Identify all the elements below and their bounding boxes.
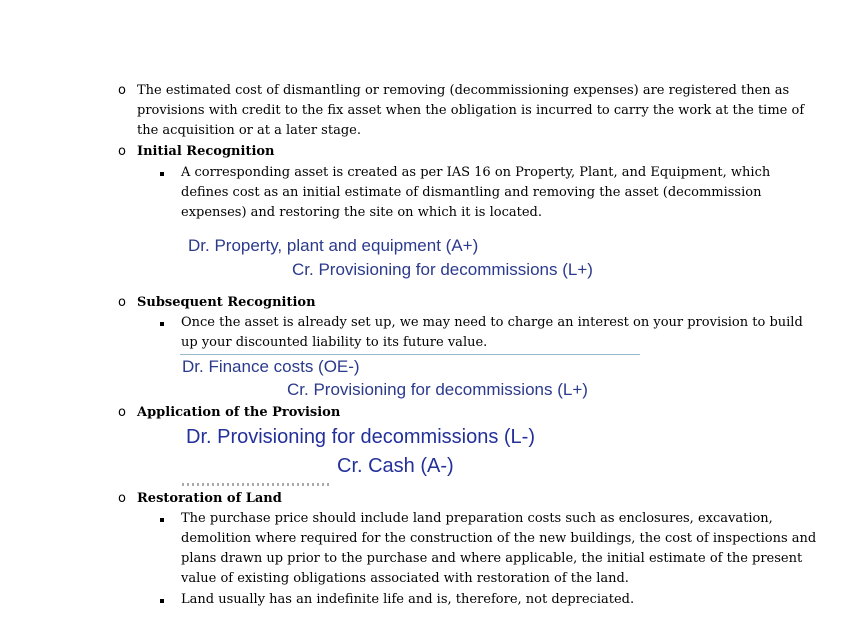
restoration-line-2: demolition where required for the construction of the new buildings, the cost of inspections and: [181, 531, 817, 546]
journal-credit-provision: Cr. Provisioning for decommissions (L+): [292, 260, 593, 279]
restoration-line-4: value of existing obligations associated with restoration of the land.: [181, 571, 629, 586]
bullet-circle: o: [118, 295, 126, 310]
journal-credit-provision: Cr. Provisioning for decommissions (L+): [287, 380, 588, 399]
intro-line-3: the acquisition or at a later stage.: [137, 123, 361, 138]
bullet-square: [160, 322, 164, 326]
restoration-line-3: plans drawn up prior to the purchase and where applicable, the initial estimate of the present: [181, 551, 803, 566]
journal-debit-provision: Dr. Provisioning for decommissions (L-): [186, 426, 535, 448]
restoration-bullet-2: Land usually has an indefinite life and is, therefore, not depreciated.: [181, 592, 635, 607]
intro-line-2: provisions with credit to the fix asset when the obligation is incurred to carry the work at the time of: [137, 103, 805, 118]
bullet-circle: o: [118, 491, 126, 506]
initial-line-1: A corresponding asset is created as per IAS 16 on Property, Plant, and Equipment, which: [181, 165, 771, 180]
bullet-square: [160, 599, 164, 603]
journal-debit-finance-costs: Dr. Finance costs (OE-): [182, 357, 360, 376]
bullet-circle: o: [118, 83, 126, 98]
divider-line: [180, 354, 640, 355]
initial-line-3: expenses) and restoring the site on which it is located.: [181, 205, 542, 220]
subsequent-line-1: Once the asset is already set up, we may need to charge an interest on your provision to build: [181, 315, 803, 330]
bullet-square: [160, 172, 164, 176]
initial-recognition-heading: Initial Recognition: [137, 144, 275, 159]
subsequent-recognition-heading: Subsequent Recognition: [137, 295, 316, 310]
journal-debit-ppe: Dr. Property, plant and equipment (A+): [188, 236, 479, 255]
restoration-heading: Restoration of Land: [137, 491, 282, 506]
journal-credit-cash: Cr. Cash (A-): [337, 455, 454, 477]
bullet-circle: o: [118, 405, 126, 420]
initial-line-2: defines cost as an initial estimate of dismantling and removing the asset (decommission: [181, 185, 762, 200]
intro-line-1: The estimated cost of dismantling or removing (decommissioning expenses) are registered then as: [137, 83, 790, 98]
bullet-circle: o: [118, 144, 126, 159]
bullet-square: [160, 518, 164, 522]
obscured-text-fragment: [182, 483, 332, 486]
subsequent-line-2: up your discounted liability to its future value.: [181, 335, 488, 350]
application-heading: Application of the Provision: [137, 405, 341, 420]
restoration-line-1: The purchase price should include land preparation costs such as enclosures, excavation,: [181, 511, 773, 526]
